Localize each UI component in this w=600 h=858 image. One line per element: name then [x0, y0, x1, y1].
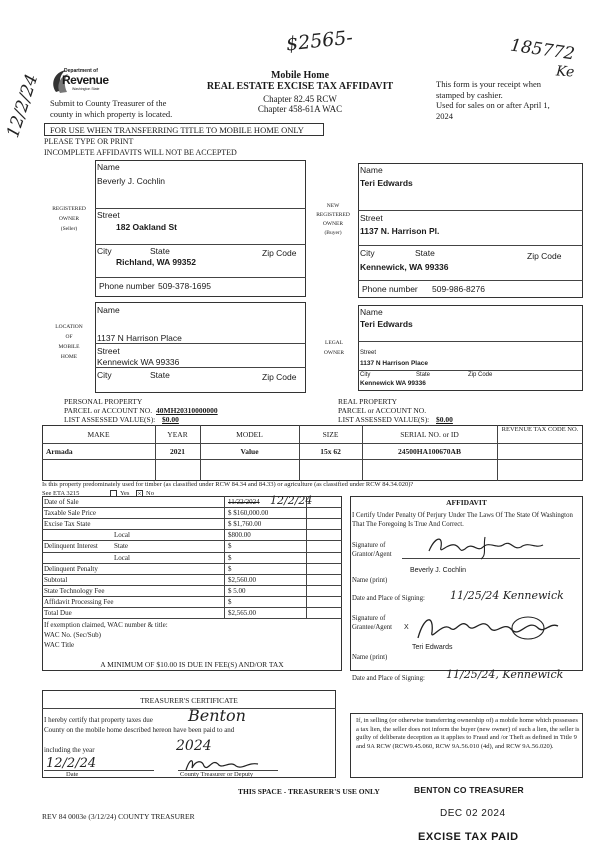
tax-row-value: $: [228, 542, 232, 551]
handwritten-receipt-number: 185772: [508, 35, 576, 65]
treasurer-heading: TREASURER'S CERTIFICATE: [140, 696, 238, 705]
tax-row-divider: [42, 540, 342, 541]
legal-street-label: Street: [360, 350, 377, 356]
treasurer-county-hand: Benton: [188, 706, 246, 725]
wac-no-label: WAC No. (Sec/Sub): [44, 631, 101, 639]
grantee-date-place: 11/25/24, Kennewick: [446, 668, 564, 681]
seller-name-label: Name: [97, 162, 120, 172]
treasurer-signer-label: County Treasurer or Deputy: [180, 771, 254, 778]
tax-row-value: $ $1,760.00: [228, 520, 262, 529]
location-street-label: Street: [97, 346, 120, 356]
timber-question: Is this property predominately used for timber (as classified under RCW 84.34 and 84.33) or agriculture (as classified under RCW 84.34.020)?: [42, 481, 414, 488]
legal-zip-label: Zip Code: [468, 372, 493, 378]
tax-row-value: 11/22/2024: [228, 498, 260, 506]
used-note: Used for sales on or after April 1, 2024: [436, 100, 550, 121]
buyer-state-label: State: [415, 248, 435, 258]
tax-row-label: Delinquent Penalty: [44, 564, 98, 573]
real-property-heading: REAL PROPERTY: [338, 397, 398, 406]
personal-parcel-label: PARCEL or ACCOUNT NO.: [64, 406, 153, 415]
tax-row-label: Subtotal: [44, 575, 68, 584]
cell-year: 2021: [170, 447, 185, 456]
tax-row-value: $800.00: [228, 531, 251, 540]
location-zip-label: Zip Code: [262, 372, 297, 382]
form-title-2: REAL ESTATE EXCISE TAX AFFIDAVIT: [206, 81, 394, 92]
buyer-phone-label: Phone number: [362, 284, 418, 294]
treasurer-date-label: Date: [66, 771, 79, 778]
real-assessed-label: LIST ASSESSED VALUE(S):: [338, 415, 430, 424]
tax-row-label: Affidavit Processing Fee: [44, 597, 114, 606]
tax-row-value: $: [228, 553, 232, 562]
seller-city-state-zip: Richland, WA 99352: [116, 257, 196, 267]
seller-phone: 509-378-1695: [158, 281, 211, 291]
legal-owner-street: 1137 N Harrison Place: [360, 360, 428, 367]
location-side-label: LOCATION OF MOBILE HOME: [55, 324, 83, 360]
legal-owner-name: Teri Edwards: [360, 319, 413, 329]
seller-state-label: State: [150, 246, 170, 256]
fraud-note: If, in selling (or otherwise transferring ownership of) a mobile home which possesses a tax lien, the seller does not inform the buyer (new owner) of such a lien, the seller is guilty of deliberate deception as it applies to Fraud and /or Theft as defined in Title 9 and 9A RCW (RCW9.45.060, RCW 9A.56.010 (4d), and RCW 9A.56.020).: [356, 717, 580, 750]
tax-row-label: State Technology Fee: [44, 586, 105, 595]
seller-street-label: Street: [97, 210, 120, 220]
treasurer-use-only: THIS SPACE - TREASURER'S USE ONLY: [238, 787, 380, 796]
handwritten-margin-date: 12/2/24: [3, 71, 43, 141]
receipt-note: This form is your receipt when stamped by cashier.: [436, 79, 542, 100]
form-number: REV 84 0003e (3/12/24) COUNTY TREASURER: [42, 812, 195, 821]
col-serial: SERIAL NO. or ID: [400, 430, 459, 439]
col-revenue-code: REVENUE TAX CODE NO.: [501, 426, 579, 433]
personal-assessed-value: $0.00: [162, 415, 179, 424]
handwritten-initials: Ke: [555, 63, 575, 81]
buyer-street-label: Street: [360, 213, 383, 223]
seller-zip-label: Zip Code: [262, 248, 297, 258]
buyer-street: 1137 N. Harrison Pl.: [360, 226, 440, 236]
tax-row-divider: [42, 518, 342, 519]
buyer-zip-label: Zip Code: [527, 251, 562, 261]
logo-line3: Washington State: [72, 87, 100, 91]
buyer-phone: 509-986-8276: [432, 284, 485, 294]
tax-row-divider: [42, 607, 342, 608]
grantor-signature-icon: [425, 533, 555, 561]
cell-size: 15x 62: [320, 447, 341, 456]
buyer-city-state-zip: Kennewick, WA 99336: [360, 262, 449, 272]
legal-state-label: State: [416, 372, 431, 378]
col-size: SIZE: [322, 430, 339, 439]
tax-row-divider: [42, 529, 342, 530]
buyer-name: Teri Edwards: [360, 178, 413, 188]
legal-owner-box: [358, 305, 583, 391]
grantee-date-place-label: Date and Place of Signing:: [352, 675, 425, 682]
location-state-label: State: [150, 370, 170, 380]
minimum-note: A MINIMUM OF $10.00 IS DUE IN FEE(S) AND/OR TAX: [100, 660, 284, 669]
form-title-1: Mobile Home: [270, 70, 330, 81]
tax-row-label: Delinquent Interest: [44, 542, 98, 551]
tax-row-value: $ $160,000.00: [228, 509, 269, 518]
treasurer-certify-pre: I hereby certify that property taxes due: [44, 716, 153, 724]
real-parcel-label: PARCEL or ACCOUNT NO.: [338, 406, 427, 415]
grantor-signature-label: Signature of Grantor/Agent: [352, 542, 392, 558]
grantor-date-place: 11/25/24 Kennewick: [450, 589, 564, 602]
affidavit-heading: AFFIDAVIT: [446, 498, 487, 507]
legal-owner-side-label: LEGAL OWNER: [323, 340, 345, 356]
timber-yes-label: Yes: [120, 490, 130, 497]
tax-row-label: Date of Sale: [44, 498, 79, 506]
chapter-rcw: Chapter 82.45 RCW: [263, 94, 337, 104]
tax-date-correction: 12/2/24: [270, 494, 313, 507]
dor-logo: [50, 66, 114, 96]
submit-note: Submit to County Treasurer of the county in which property is located.: [50, 98, 173, 119]
grantee-print-name: Teri Edwards: [412, 644, 453, 651]
grantor-print-name: Beverly J. Cochlin: [410, 567, 467, 574]
exemption-label: If exemption claimed, WAC number & title:: [44, 621, 168, 629]
seller-phone-label: Phone number: [99, 281, 155, 291]
seller-side-label: REGISTERED OWNER (Seller): [52, 206, 86, 232]
grantor-name-print-label: Name (print): [352, 577, 388, 584]
tax-row-label: Excise Tax State: [44, 520, 91, 529]
affidavit-certify: I Certify Under Penalty Of Perjury Under The Laws Of The State Of Washington That The Foregoing Is True And Correct.: [352, 512, 573, 528]
treasurer-date-hand: 12/2/24: [46, 756, 97, 771]
legal-owner-city-state-zip: Kennewick WA 99336: [360, 380, 426, 387]
col-model: MODEL: [236, 430, 263, 439]
grantee-name-print-label: Name (print): [352, 654, 388, 661]
grantee-x: X: [404, 624, 409, 631]
location-name-label: Name: [97, 305, 120, 315]
tax-row-value: $ 5.00: [228, 586, 246, 595]
treasurer-year-hand: 2024: [176, 738, 212, 754]
logo-line2: Revenue: [62, 73, 109, 87]
tax-row-divider: [42, 596, 342, 597]
seller-name: Beverly J. Cochlin: [97, 176, 166, 186]
tax-row-label: Taxable Sale Price: [44, 509, 96, 518]
tax-row-sublabel: State: [114, 542, 128, 551]
tax-row-sublabel: Local: [114, 553, 130, 562]
buyer-city-label: City: [360, 248, 375, 258]
location-city-label: City: [97, 370, 112, 380]
tax-row-divider: [42, 618, 342, 619]
seller-street: 182 Oakland St: [116, 222, 177, 232]
buyer-name-label: Name: [360, 165, 383, 175]
tax-row-label: Total Due: [44, 609, 72, 617]
cell-make: Armada: [46, 447, 73, 456]
cell-model: Value: [240, 447, 259, 456]
tax-row-divider: [42, 563, 342, 564]
personal-parcel-value: 40MH20310000000: [156, 406, 218, 415]
seller-city-label: City: [97, 246, 112, 256]
col-year: YEAR: [167, 430, 188, 439]
tax-row-divider: [42, 574, 342, 575]
timber-no-label: No: [146, 490, 154, 497]
tax-row-divider: [42, 507, 342, 508]
personal-property-heading: PERSONAL PROPERTY: [64, 397, 143, 406]
tax-row-divider: [42, 585, 342, 586]
timber-eta: See ETA 3215: [42, 490, 80, 497]
tax-row-divider: [42, 552, 342, 553]
print-note: PLEASE TYPE OR PRINT: [44, 137, 134, 146]
location-name: 1137 N Harrison Place: [97, 333, 182, 343]
tax-row-value: $: [228, 597, 232, 606]
col-make: MAKE: [87, 430, 110, 439]
legal-city-label: City: [360, 372, 371, 378]
grantee-signature-icon: [412, 610, 562, 646]
chapter-wac: Chapter 458-61A WAC: [257, 104, 343, 114]
timber-no-checkbox[interactable]: ×: [137, 490, 142, 498]
grantor-date-place-label: Date and Place of Signing:: [352, 595, 425, 602]
tax-row-sublabel: Local: [114, 531, 130, 540]
location-street: Kennewick WA 99336: [97, 357, 180, 367]
buyer-side-label: NEW REGISTERED OWNER (Buyer): [316, 203, 350, 236]
handwritten-amount: $2565-: [285, 26, 354, 56]
personal-assessed-label: LIST ASSESSED VALUE(S):: [64, 415, 156, 424]
wac-title-label: WAC Title: [44, 641, 75, 649]
incomplete-note: INCOMPLETE AFFIDAVITS WILL NOT BE ACCEPTED: [44, 148, 237, 157]
stamp-paid: EXCISE TAX PAID: [418, 831, 519, 843]
stamp-county: BENTON CO TREASURER: [414, 785, 524, 795]
treasurer-certify-post: County on the mobile home described hereon have been paid to and: [44, 726, 235, 734]
real-assessed-value: $0.00: [436, 415, 453, 424]
tax-row-value: $2,565.00: [228, 609, 256, 617]
transfer-banner: FOR USE WHEN TRANSFERRING TITLE TO MOBILE HOME ONLY: [50, 125, 304, 135]
tax-row-value: $: [228, 564, 232, 573]
tax-row-value: $2,560.00: [228, 575, 256, 584]
logo-line1: Department of: [64, 68, 98, 74]
legal-name-label: Name: [360, 307, 383, 317]
grantee-signature-label: Signature of Grantee/Agent: [352, 615, 393, 631]
stamp-date: DEC 02 2024: [440, 808, 506, 819]
cell-serial: 24500HA100670AB: [398, 447, 461, 456]
treasurer-including: including the year: [44, 746, 95, 754]
